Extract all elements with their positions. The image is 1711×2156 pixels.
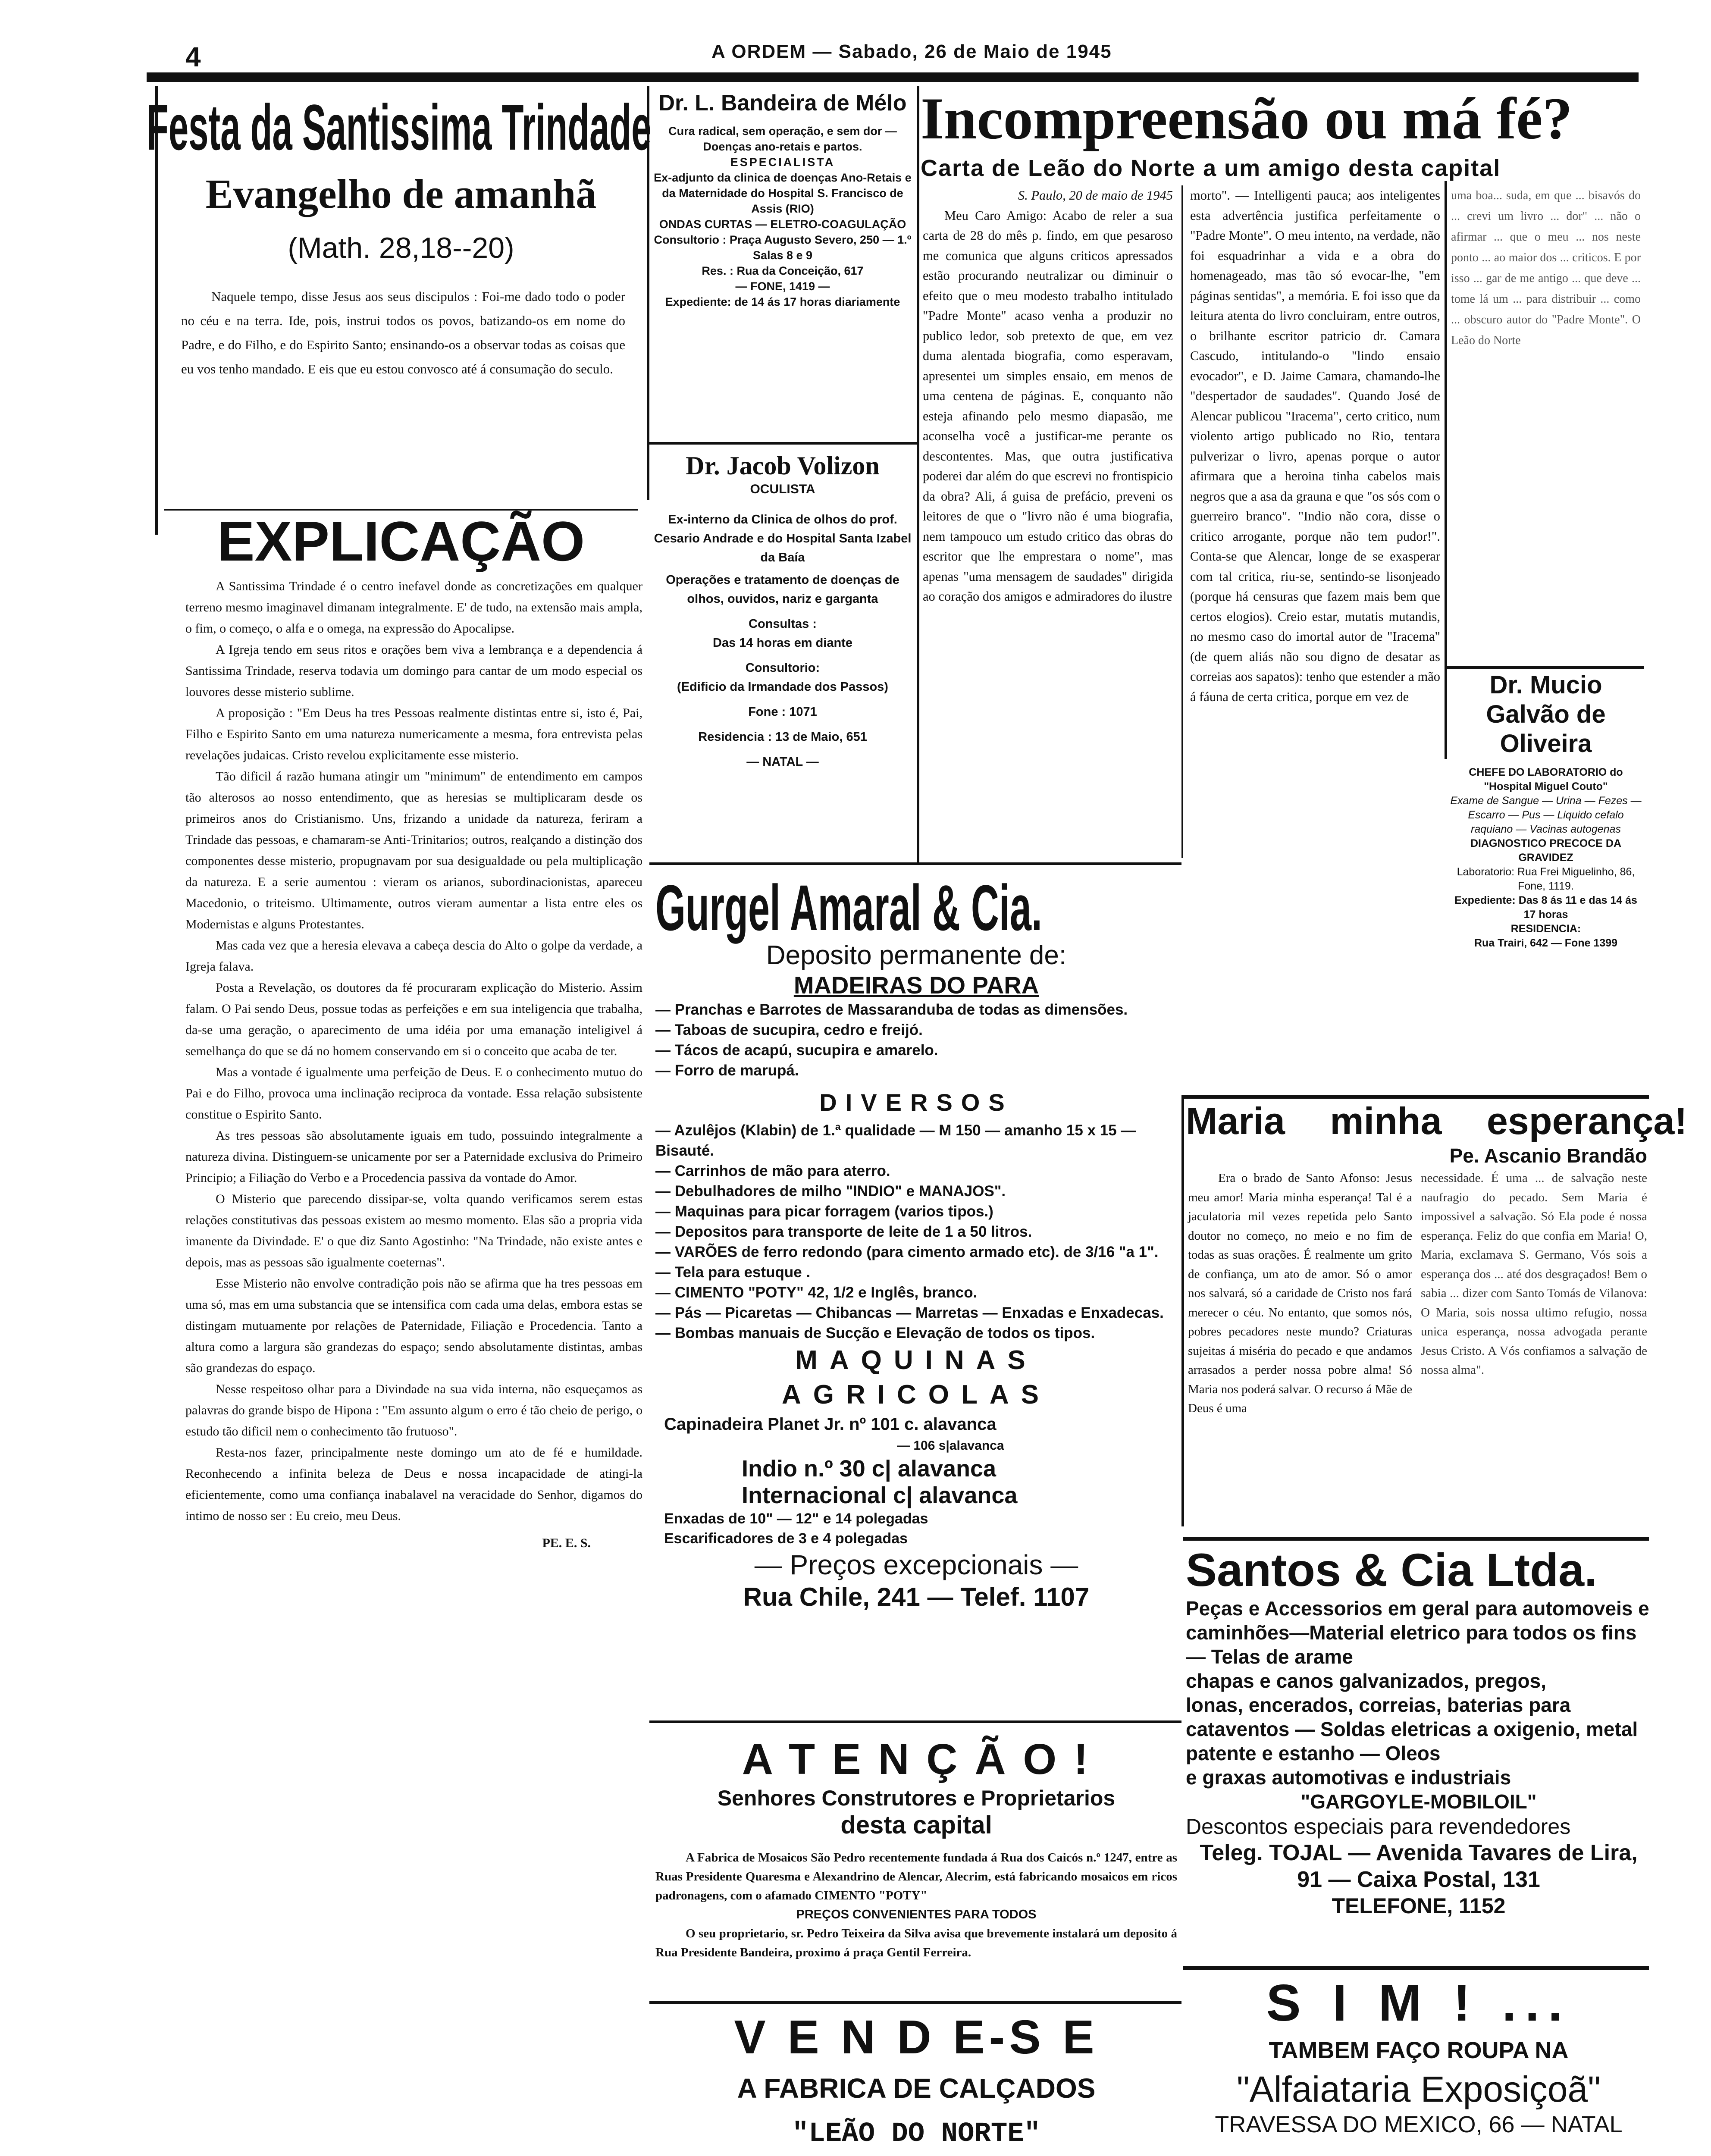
gurgel-item: — Pranchas e Barrotes de Massaranduba de todas as dimensões. [655, 1001, 1128, 1018]
atencao-ad [655, 1733, 1177, 2001]
incompreensao-text: Meu Caro Amigo: Acabo de reler a sua carta de 28 do mês p. findo, em que pesaroso me comunica que alguns criticos apressados estão procurando neutralizar ou diminuir o efeito que o meu modesto trabalho intitulado "Padre Monte" acaso venha a produzir no publico ledor, sob pretexto de que, em vez duma alentada biografia, como esperavam, apresentei um simples ensaio, em menos de uma centena de páginas. E, conquanto não esteja afinando pelo mesmo diapasão, me aconselha você a justificar-me perante os descontentes. Mas, que outra justificativa poderei dar além do que escrevi no frontispicio da obra? Ali, á guisa de prefácio, preveni os leitores de que o "livro não é uma biografia, nem tampouco um estudo critico das obras do escritor que lhe emprestara o nome", mas apenas "uma mensagem de saudades" dirigida ao coração dos amigos e admiradores do ilustre [923, 208, 1173, 604]
atencao-text-box [655, 1848, 1177, 1962]
gurgel-internacional: Internacional c| alavanca [742, 1482, 1018, 1508]
explicacao-paragraph: A proposição : "Em Deus ha tres Pessoas realmente distintas entre si, isto é, Pai, Filho e Espirito Santo em uma natureza numericamente a mesma, fora entrevista pelas revelações judaicas. Cristo revelou explicitamente esse misterio. [185, 706, 642, 762]
explicacao-paragraph: Tão dificil á razão humana atingir um "minimum" de entendimento em campos tão alterosos ao nosso entendimento, que as heresias se multiplicaram desde os primeiros anos do Cristianismo. Uns, frizando a unidade da natureza, feriram a Trindade das pessoas, e chamaram-se Anti-Trinitarios; outros, realçando a distinção dos componentes desse misterio, propugnavam por sua desigualdade ou pela multiplicação da natureza. E a serie aumentou : vieram os arianos, subordinacionistas, apareceu Macedonio, o triteismo. Ultimamente, outros vieram aumentar a lista entre eles os Modernistas e alguns Protestantes. [185, 769, 642, 931]
gurgel-item: — CIMENTO "POTY" 42, 1/2 e Inglês, branco. [655, 1284, 978, 1301]
doctor-melo-line: Consultorio : Praça Augusto Severo, 250 — 1.º Salas 8 e 9 [654, 233, 912, 262]
doctor-melo-line: — FONE, 1419 — [735, 280, 830, 293]
gurgel-indio: Indio n.º 30 c| alavanca [742, 1456, 997, 1482]
mucio-line: Expediente: Das 8 ás 11 e das 14 ás 17 horas [1454, 894, 1637, 921]
gurgel-maquinas: MAQUINAS AGRICOLAS [782, 1345, 1051, 1410]
doctor-volizon-line: Ex-interno da Clinica de olhos do prof. Cesario Andrade e do Hospital Santa Izabel da Baía [654, 513, 912, 564]
gurgel-enxadas: Enxadas de 10" — 12" e 14 polegadas [664, 1510, 928, 1527]
trindade-reference: (Math. 28,18--20) [288, 232, 514, 264]
gurgel-item: — Pás — Picaretas — Chibancas — Marretas — Enxadas e Enxadecas. [655, 1304, 1164, 1321]
incompreensao-col2 [1190, 185, 1440, 858]
santos-descontos: Descontos especiais para revendedores [1186, 1814, 1571, 1839]
trindade-gospel-paragraph: Naquele tempo, disse Jesus aos seus discipulos : Foi-me dado todo o poder no céu e na terra. Ide, pois, instrui todos os povos, batizando-os em nome do Padre, e do Filho, e do Espirito Santo; ensinando-os a observar todas as coisas que eu vos tenho mandado. E eis que eu estou convosco até á consumação do seculo. [181, 289, 625, 376]
santos-line: "GARGOYLE-MOBILOIL" [1300, 1790, 1537, 1813]
gurgel-item: — Depositos para transporte de leite de 1 a 50 litros. [655, 1223, 1032, 1240]
doctor-melo-line: Expediente: de 14 ás 17 horas diariamente [665, 295, 900, 308]
incompreensao-dateline: S. Paulo, 20 de maio de 1945 [1018, 188, 1173, 203]
atencao-text2: O seu proprietario, sr. Pedro Teixeira da Silva avisa que brevemente instalará um deposito á Rua Presidente Bandeira, proximo á praça Gentil Ferreira. [655, 1927, 1177, 1959]
maria-text: Era o brado de Santo Afonso: Jesus meu amor! Maria minha esperança! Tal é a jaculatoria mil vezes repetida pelo Santo doutor no começo, no meio e no fim de todas as suas orações. É realmente um grito de confiança, um ato de amor. Só o amor nos salvará, só a caridade de Cristo nos fará merecer o céu. No entanto, que somos nós, pobres pecadores neste mundo? Criaturas sujeitas á miséria do pecado e que andamos arrasados a perder nossa pobre alma! Só Maria nos poderá salvar. O recurso á Mãe de Deus é uma [1188, 1171, 1412, 1415]
doctor-melo-name: Dr. L. Bandeira de Mélo [658, 91, 907, 116]
doctor-melo-line: Res. : Rua da Conceição, 617 [702, 264, 864, 277]
gurgel-name: Gurgel Amaral & Cia. [655, 871, 1042, 944]
vende-line1: A FABRICA DE CALÇADOS [737, 2073, 1096, 2104]
incompreensao-subhead-box [921, 153, 1654, 183]
santos-telefone: TELEFONE, 1152 [1332, 1894, 1506, 1918]
doctor-melo-line: Cura radical, sem operação, e sem dor — Doenças ano-retais e partos. [668, 125, 897, 153]
ad-rule [649, 862, 1181, 865]
explicacao-body [185, 576, 642, 2156]
explicacao-paragraph: Mas cada vez que a heresia elevava a cabeça descia do Alto o golpe da verdade, a Igreja falava. [185, 938, 642, 974]
maria-col2 [1421, 1169, 1647, 1535]
atencao-line2: PREÇOS CONVENIENTES PARA TODOS [796, 1908, 1037, 1921]
santos-teleg: Teleg. TOJAL — Avenida Tavares de Lira, 91 — Caixa Postal, 131 [1200, 1840, 1638, 1892]
incompreensao-text: uma boa... suda, em que ... bisavós do ... crevi um livro ... dor" ... não o afirmar ... que o meu ... nos neste ponto ... ao maior dos ... criticos. E por isso ... gar de me antigo ... que deve ... tome lá um ... para distribuir ... como ... obscuro autor do "Padre Monte". O Leão do Norte [1451, 189, 1641, 347]
doctor-volizon-line: (Edificio da Irmandade dos Passos) [677, 680, 888, 694]
sim-line2: "Alfaiataria Exposiçoã" [1236, 2069, 1601, 2109]
gurgel-deposito: Deposito permanente de: [766, 940, 1067, 970]
gurgel-item: — Tácos de acapú, sucupira e amarelo. [655, 1042, 938, 1059]
column-rule [917, 86, 919, 862]
maria-author: Pe. Ascanio Brandão [1449, 1144, 1647, 1167]
ad-rule [649, 2001, 1181, 2004]
trindade-headline-box [147, 91, 652, 163]
gurgel-items1 [655, 1000, 1177, 1081]
mucio-ad [1449, 671, 1643, 949]
header-rule [147, 72, 1639, 82]
ad-rule [649, 442, 917, 445]
gurgel-item: — Maquinas para picar forragem (varios tipos.) [655, 1203, 993, 1220]
gurgel-diversos: DIVERSOS [819, 1089, 1013, 1116]
explicacao-paragraph: As tres pessoas são absolutamente iguais em tudo, possuindo integralmente a natureza divina. Distinguem-se unicamente por ser a Paternidade exclusiva do Primeiro Principio; a Filiação do Verbo e a Procedencia passiva da vontade do Amor. [185, 1128, 642, 1185]
mucio-name: Dr. Mucio Galvão de Oliveira [1486, 671, 1606, 758]
mucio-line: DIAGNOSTICO PRECOCE DA GRAVIDEZ [1470, 837, 1622, 864]
santos-line: lonas, encerados, correias, baterias para cataventos — Soldas eletricas a oxigenio, metal patente e estanho — Oleos [1186, 1694, 1638, 1764]
doctor-volizon-name: Dr. Jacob Volizon [686, 451, 880, 480]
ad-rule [649, 1720, 1181, 1723]
doctor-volizon-line: Consultorio: [745, 661, 820, 675]
mucio-line: CHEFE DO LABORATORIO do "Hospital Miguel Couto" [1469, 766, 1623, 793]
incompreensao-text: morto". — Intelligenti pauca; aos inteligentes esta advertência justifica perfeitamente o "Padre Monte". O meu intento, na verdade, não foi esquadrinhar a vida e a obra do homenageado, mas tão só evocar-lhe, "em páginas sentidas", a memória. E foi isso que da leitura atenta do livro concluiram, entre outros, o brilhante escritor patricio dr. Camara Cascudo, intitulando-o "lindo ensaio evocador", e D. Jaime Camara, chamando-lhe "despertador de saudades". Quando José de Alencar publicou "Iracema", certo critico, num violento artigo publicado no Rio, tentara pulverizar o livro, apenas porque o autor afirmara que a heroina tinha cabelos mais negros que a asa da grauna e que "os sós com o guerreiro branco". "Indio não cora, disse o critico arrogante, porque não tem pudor!". Conta-se que Alencar, longe de se exasperar com tal critica, riu-se, sentindo-se lisonjeado (porque há censuras que fazem mais bem que certos elogios). Creio estar, mutatis mutandis, no mesmo caso do imortal autor de "Iracema" (de quem aliás não sou digno de desatar as correias aos sapatos): tenho que estender a mão á fáuna de certa critica, porque em vez de [1190, 188, 1440, 704]
gurgel-item: — Debulhadores de milho "INDIO" e MANAJOS". [655, 1183, 1006, 1200]
maria-headline: Maria minha esperança! [1186, 1100, 1687, 1142]
doctor-volizon-line: Operações e tratamento de doenças de olhos, ouvidos, nariz e garganta [666, 573, 899, 606]
atencao-headline: A T E N Ç Ã O ! [742, 1735, 1091, 1783]
incompreensao-col3 [1451, 185, 1641, 664]
explicacao-paragraph: Mas a vontade é igualmente uma perfeição de Deus. E o conhecimento mutuo do Pai e do Filho, provoca uma inclinação reciproca da vontade. Essa relação subsistente constitue o Espirito Santo. [185, 1065, 642, 1122]
mucio-line: RESIDENCIA: [1510, 923, 1581, 935]
gurgel-escarificadores: Escarificadores de 3 e 4 polegadas [664, 1530, 908, 1547]
explicacao-headline: EXPLICAÇÃO [217, 510, 585, 573]
gurgel-address: Rua Chile, 241 — Telef. 1107 [743, 1583, 1090, 1611]
mucio-line: Exame de Sangue — Urina — Fezes — Escarro — Pus — Liquido cefalo raquiano — Vacinas autogenas [1450, 795, 1642, 835]
atencao-sub1: Senhores Construtores e Proprietarios [717, 1786, 1116, 1810]
gurgel-name-box [655, 871, 1177, 944]
doctor-melo-line: ESPECIALISTA [730, 156, 835, 169]
maria-headline-box [1186, 1100, 1687, 1143]
incompreensao-col1 [923, 185, 1173, 858]
santos-ad [1186, 1544, 1651, 1918]
gurgel-planet: Capinadeira Planet Jr. nº 101 c. alavanca [664, 1415, 997, 1434]
mucio-line: Rua Trairi, 642 — Fone 1399 [1474, 937, 1618, 949]
page-number: 4 [185, 41, 201, 72]
doctor-volizon-title: OCULISTA [750, 482, 815, 496]
santos-line: e graxas automotivas e industriais [1186, 1766, 1511, 1789]
trindade-headline: Festa da Santissima Trindade [147, 91, 652, 163]
gurgel-precos: — Preços excepcionais — [754, 1549, 1078, 1580]
incompreensao-headline: Incompreensão ou má fé? [921, 85, 1573, 151]
santos-lines [1186, 1596, 1651, 1814]
doctor-melo-line: ONDAS CURTAS — ELETRO-COAGULAÇÃO [659, 218, 906, 231]
explicacao-paragraph: Nesse respeitoso olhar para a Divindade na sua vida interna, não esqueçamos as palavras do grande bispo de Hipona : "Em assunto algum o erro é tão cheio de perigo, o estudo tão dificil nem o conhecimento tão frutuoso". [185, 1382, 642, 1438]
explicacao-signature: PE. E. S. [542, 1536, 591, 1550]
explicacao-paragraph: A Igreja tendo em seus ritos e orações bem viva a lembrança e a dependencia á Santissima Trindade, reserva todavia um domingo para cantar de um modo especial os louvores desse misterio sublime. [185, 642, 642, 699]
mucio-line: Laboratorio: Rua Frei Miguelinho, 86, Fone, 1119. [1457, 866, 1635, 892]
gurgel-item: — Tela para estuque . [655, 1264, 811, 1281]
trindade-gospel-text [181, 285, 625, 474]
mucio-details [1449, 765, 1643, 950]
maria-text: necessidade. É uma ... de salvação neste naufragio do pecado. Sem Maria é impossivel a salvação. Só Ela pode é nossa esperança. Feliz do que confia em Maria! O, Maria, exclamava S. Germano, Vós sois a esperança dos ... até dos desgraçados! Bem o sabia ... dizer com Santo Tomás de Vilanova: O Maria, sois nossa ultimo refugio, nossa unica esperança, nossa advogada perante Jesus Cristo. A Vós confiamos a salvação de nossa alma". [1421, 1171, 1647, 1377]
explicacao-paragraph: Posta a Revelação, os doutores da fé procuraram explicação do Misterio. Assim falam. O Pai sendo Deus, possue todas as perfeições e em sua inteligencia que trabalha, da-se uma geração, o aparecimento de uma idéia por uma emanação inteligivel á semelhança do que se dá no homem conservando em si o conceito que acaba de ter. [185, 981, 642, 1058]
gurgel-item: — Forro de marupá. [655, 1062, 799, 1079]
incompreensao-subhead: Carta de Leão do Norte a um amigo desta capital [921, 155, 1501, 181]
gurgel-item: — VARÕES de ferro redondo (para cimento armado etc). de 3/16 "a 1". [655, 1244, 1159, 1260]
sim-headline: S I M ! ... [1266, 1974, 1571, 2032]
doctor-volizon-line: Residencia : 13 de Maio, 651 [698, 730, 867, 744]
explicacao-paragraph: A Santissima Trindade é o centro inefavel donde as concretizações em qualquer terreno mesmo imaginavel dimanam integralmente. E' de tudo, na extensão mais ampla, o fim, o começo, o alfa e o omega, na expressão do Apocalipse. [185, 579, 642, 636]
doctor-volizon-ad [651, 451, 914, 856]
doctor-melo-ad [651, 91, 914, 461]
sim-line1: TAMBEM FAÇO ROUPA NA [1269, 2037, 1569, 2063]
atencao-sub2: desta capital [840, 1811, 992, 1839]
gurgel-items2 [655, 1120, 1177, 1343]
santos-line: chapas e canos galvanizados, pregos, [1186, 1670, 1546, 1692]
explicacao-paragraph: Esse Misterio não envolve contradição pois não se afirma que ha tres pessoas em uma só, mas em uma substancia que se intensifica com cada uma delas, embora estas se distingam mutuamente por relações de Paternidade, Filiação e Procedencia. Tanto a altura como a largura são grandezas do espaço; sendo absolutamente distintas, ambas são grandezas do espaço. [185, 1276, 642, 1375]
gurgel-item: — Azulêjos (Klabin) de 1.ª qualidade — M 150 — amanho 15 x 15 — Bisauté. [655, 1122, 1136, 1159]
column-rule [1181, 1095, 1184, 1526]
ad-rule [1445, 666, 1644, 669]
column-rule [1181, 185, 1183, 858]
gurgel-madeiras: MADEIRAS DO PARA [793, 971, 1039, 999]
ad-rule [1183, 1537, 1649, 1541]
gurgel-item: — Taboas de sucupira, cedro e freijó. [655, 1022, 923, 1038]
gurgel-ad [655, 871, 1177, 1682]
doctor-volizon-line: Fone : 1071 [748, 705, 817, 719]
doctor-melo-details [651, 123, 914, 310]
doctor-melo-line: Ex-adjunto da clinica de doenças Ano-Retais e da Maternidade do Hospital S. Francisco de Assis (RIO) [654, 171, 912, 215]
sim-line3: TRAVESSA DO MEXICO, 66 — NATAL [1215, 2112, 1623, 2137]
vende-headline: V E N D E-S E [734, 2011, 1099, 2064]
doctor-volizon-line: Consultas : [749, 617, 817, 631]
ad-rule [1183, 1966, 1649, 1970]
trindade-subhead: Evangelho de amanhã [205, 171, 597, 217]
santos-name: Santos & Cia Ltda. [1186, 1544, 1598, 1596]
vende-line2: "LEÃO DO NORTE" [792, 2118, 1041, 2150]
atencao-text: A Fabrica de Mosaicos São Pedro recentemente fundada á Rua dos Caicós n.º 1247, entre as Ruas Presidente Quaresma e Alexandrino de Alencar, Alecrim, está fabricando mosaicos em ricos padronagens, com o afamado CIMENTO "POTY" [655, 1851, 1177, 1902]
sim-ad [1186, 1973, 1651, 2156]
gurgel-item: — Carrinhos de mão para aterro. [655, 1163, 890, 1179]
gurgel-item: — Bombas manuais de Sucção e Elevação de todos os tipos. [655, 1325, 1095, 1341]
gurgel-planet2: — 106 s|alavanca [897, 1438, 1004, 1453]
incompreensao-headline-box [921, 86, 1649, 151]
doctor-volizon-details [651, 510, 914, 771]
masthead-line: A ORDEM — Sabado, 26 de Maio de 1945 [711, 41, 1112, 62]
vende-ad [655, 2009, 1177, 2156]
explicacao-paragraph: Resta-nos fazer, principalmente neste domingo um ato de fé e humildade. Reconhecendo a infinita beleza de Deus e nossa incapacidade de atingi-la eficientemente, como uma confiança inabalavel na veracidade do Senhor, digamos do intimo de nosso ser : Eu creio, meu Deus. [185, 1445, 642, 1523]
maria-col1 [1188, 1169, 1412, 1535]
doctor-volizon-line: — NATAL — [746, 755, 819, 769]
santos-line: Peças e Accessorios em geral para automoveis e caminhões—Material eletrico para todos os fins — Telas de arame [1186, 1597, 1649, 1668]
section-rule [1183, 1095, 1649, 1099]
column-rule [1445, 181, 1447, 759]
doctor-volizon-line: Das 14 horas em diante [713, 636, 852, 650]
explicacao-paragraph: O Misterio que parecendo dissipar-se, volta quando verificamos serem estas relações constitutivas das pessoas existem ao mesmo momento. Elas são a propria vida imanente da Divindade. E' o que diz Santo Agostinho: "Na Trindade, não existe antes e depois, mas as pessoas são igualmente coeternas". [185, 1192, 642, 1269]
